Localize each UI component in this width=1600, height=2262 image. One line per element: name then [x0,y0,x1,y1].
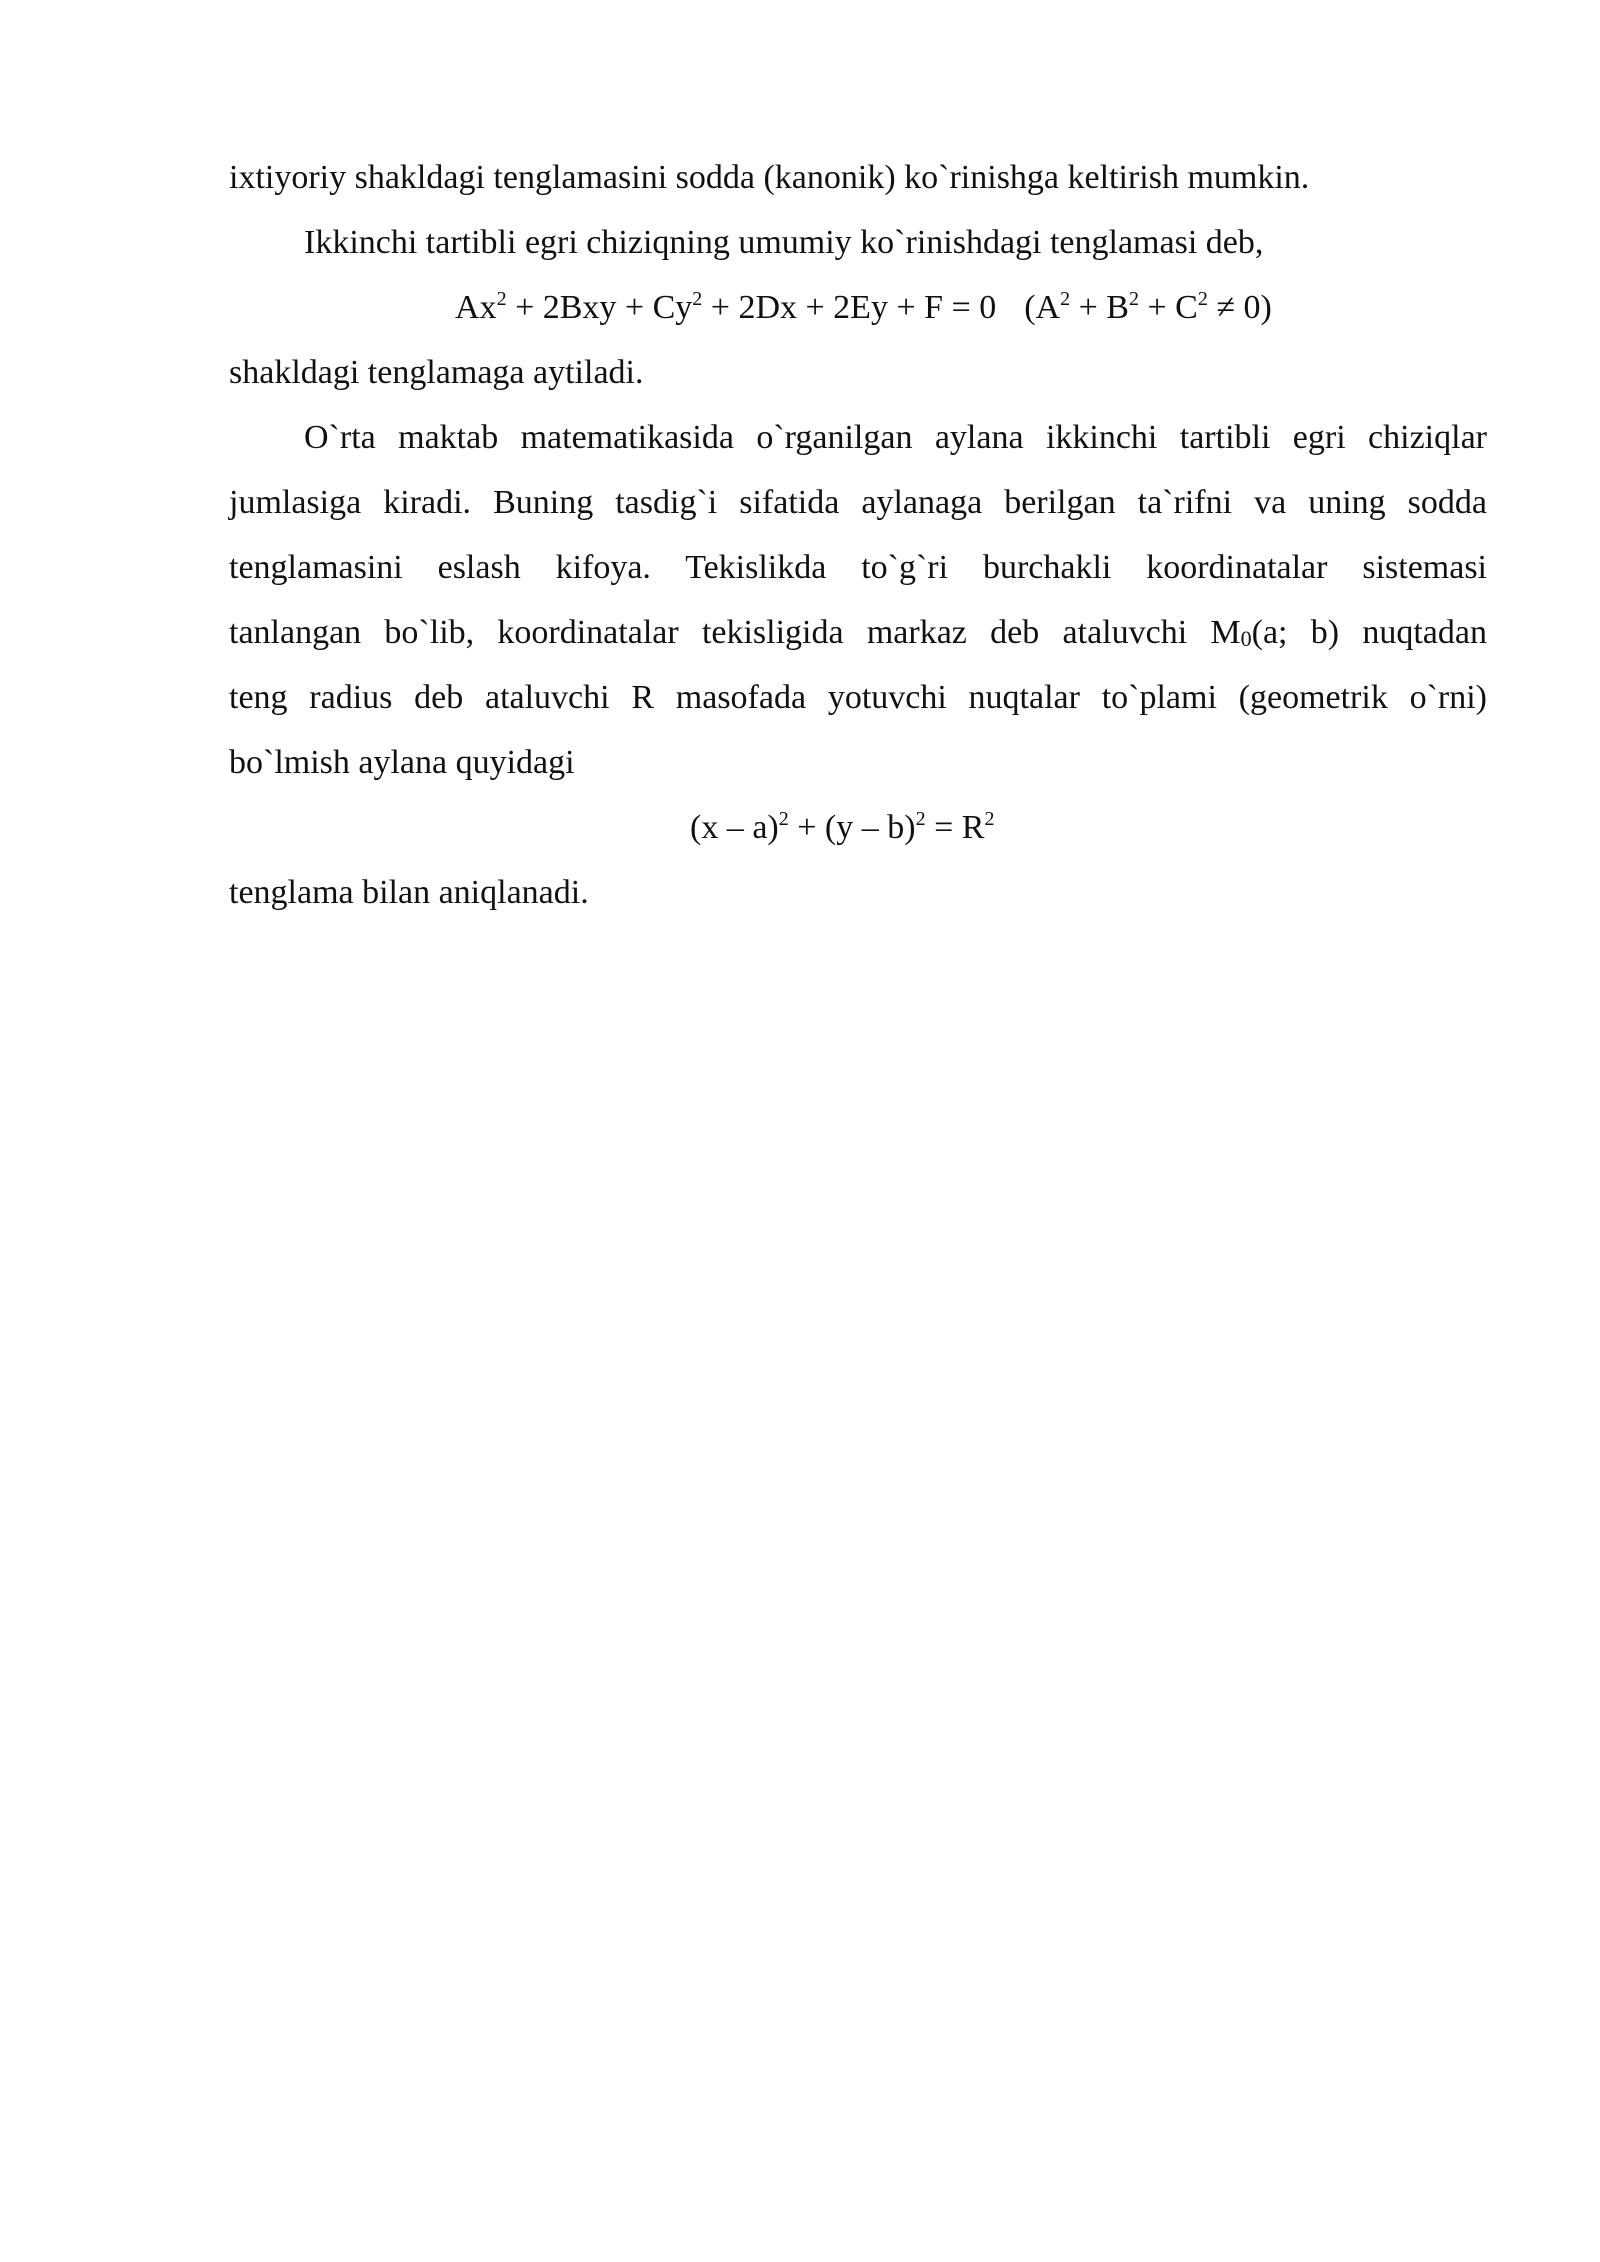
paragraph-line-7: tenglamasini eslash kifoya. Tekislikda to`g`ri burchakli koordinatalar sistemasi [229,549,1487,586]
paragraph-line-1: ixtiyoriy shakldagi tenglamasini sodda (kanonik) ko`rinishga keltirish mumkin. [229,159,1310,196]
formula1-exponent: 2 [692,288,703,310]
paragraph-line-2: Ikkinchi tartibli egri chiziqning umumiy ko`rinishdagi tenglamasi deb, [304,224,1264,261]
formula2-exponent: 2 [778,808,789,830]
paragraph-line-6: jumlasiga kiradi. Buning tasdig`i sifatida aylanaga berilgan ta`rifni va uning sodda [229,484,1487,521]
circle-equation [229,795,1487,860]
center-subscript: 0 [1240,626,1252,651]
paragraph-line-9: teng radius deb ataluvchi R masofada yotuvchi nuqtalar to`plami (geometrik o`rni) [229,679,1487,716]
formula1-term: + 2Dx + 2Ey + F = 0 [702,289,997,326]
formula1-exponent: 2 [1128,288,1139,310]
formula2-term: = R [925,809,985,846]
paragraph-line-12: tenglama bilan aniqlanadi. [229,874,589,911]
paragraph-line-5: O`rta maktab matematikasida o`rganilgan aylana ikkinchi tartibli egri chiziqlar [304,419,1487,456]
formula2-term: (x – a) [690,809,779,846]
document-body [229,145,1487,925]
paragraph-line-8-text: tanlangan bo`lib, koordinatalar tekisligida markaz deb ataluvchi M [229,614,1241,651]
formula1-exponent: 2 [496,288,507,310]
formula1-condition: ≠ 0) [1207,289,1272,326]
general-conic-equation [229,275,1487,340]
formula1-exponent: 2 [1060,288,1071,310]
paragraph-line-8 [229,600,1487,665]
formula1-condition: + C [1138,289,1198,326]
paragraph-line-8-text: (a; b) nuqtadan [1251,614,1487,651]
paragraph-line-10: bo`lmish aylana quyidagi [229,744,575,781]
formula1-term: + 2Bxy + Cy [506,289,693,326]
paragraph-line-4: shakldagi tenglamaga aytiladi. [229,354,644,391]
formula1-term: Ax [455,289,497,326]
formula1-condition: (A [1024,289,1061,326]
formula1-condition: + B [1070,289,1129,326]
formula2-exponent: 2 [984,808,995,830]
formula1-exponent: 2 [1197,288,1208,310]
formula2-exponent: 2 [915,808,926,830]
formula2-term: + (y – b) [788,809,916,846]
